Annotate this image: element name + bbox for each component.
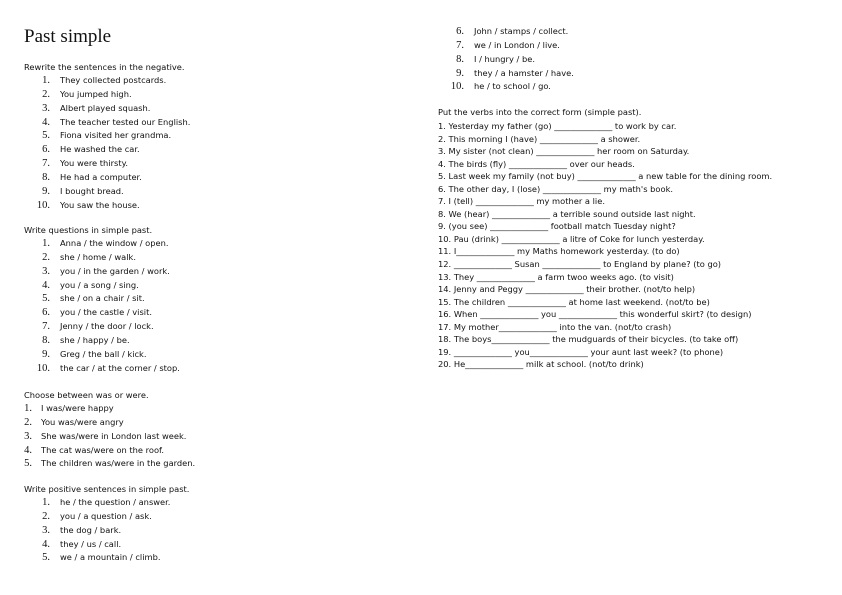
- list-item: [24, 251, 180, 265]
- list-item: [24, 143, 190, 157]
- list-item: [24, 538, 189, 552]
- list-item: [24, 524, 189, 538]
- questions-section: [24, 224, 180, 375]
- list-item: [438, 53, 574, 67]
- verb-exercise-line: 13. They ______________ a farm twoo weeks ago. (to visit): [438, 271, 674, 282]
- page-title: Past simple: [24, 26, 112, 47]
- list-item: [438, 39, 574, 53]
- item-text: I was/were happy: [41, 403, 114, 413]
- item-text: you / in the garden / work.: [60, 265, 170, 276]
- item-text: Fiona visited her grandma.: [60, 130, 172, 141]
- item-number: 3.: [42, 102, 50, 114]
- item-text: Greg / the ball / kick.: [60, 348, 147, 359]
- item-number: 4.: [24, 444, 32, 456]
- item-number: 7.: [456, 39, 464, 51]
- item-text: Anna / the window / open.: [60, 238, 169, 248]
- item-number: 2.: [42, 88, 50, 100]
- list-item: [24, 362, 180, 376]
- section-instruction: Write positive sentences in simple past.: [24, 484, 190, 494]
- item-number: 10.: [450, 81, 464, 93]
- list-item: [24, 237, 180, 251]
- list-item: [438, 67, 574, 81]
- list-item: [24, 157, 190, 171]
- item-number: 2.: [42, 251, 50, 263]
- item-text: you / a song / sing.: [60, 279, 139, 290]
- item-text: The children was/were in the garden.: [41, 458, 196, 469]
- verb-exercise-line: 14. Jenny and Peggy ______________ their brother. (not/to help): [438, 284, 696, 295]
- item-number: 4.: [42, 116, 50, 128]
- list-item: [24, 279, 180, 293]
- list-item: [24, 102, 190, 116]
- item-text: he / to school / go.: [474, 81, 551, 92]
- item-text: John / stamps / collect.: [474, 26, 569, 36]
- item-number: 8.: [456, 53, 464, 65]
- item-number: 9.: [42, 185, 50, 197]
- item-number: 5.: [24, 458, 32, 470]
- item-text: He had a computer.: [60, 171, 142, 182]
- item-text: The cat was/were on the roof.: [41, 444, 165, 455]
- item-text: she / happy / be.: [60, 334, 130, 345]
- verb-exercise-line: 4. The birds (fly) ______________ over our heads.: [438, 158, 635, 169]
- list-item: [24, 88, 190, 102]
- verb-exercise-line: 11. I______________ my Maths homework yesterday. (to do): [438, 246, 680, 257]
- positive-continued-list: [438, 25, 574, 94]
- verb-exercise-line: 9. (you see) ______________ football match Tuesday night?: [438, 221, 676, 232]
- item-text: you / the castle / visit.: [60, 307, 153, 318]
- item-text: Albert played squash.: [60, 102, 151, 113]
- verbs-section: [438, 106, 772, 371]
- item-text: They collected postcards.: [60, 75, 167, 85]
- item-text: they / us / call.: [60, 538, 122, 549]
- list-item: [438, 80, 574, 94]
- item-text: the dog / bark.: [60, 524, 122, 535]
- item-number: 2.: [42, 510, 50, 522]
- item-number: 5.: [42, 293, 50, 305]
- list-item: [24, 292, 180, 306]
- verb-exercise-line: 3. My sister (not clean) ______________ her room on Saturday.: [438, 146, 690, 157]
- exercise-list: [24, 74, 190, 212]
- section-instruction: Write questions in simple past.: [24, 225, 153, 235]
- list-item: [24, 74, 190, 88]
- item-text: Jenny / the door / lock.: [60, 321, 154, 332]
- section-instruction: Rewrite the sentences in the negative.: [24, 62, 185, 72]
- item-number: 10.: [36, 199, 50, 211]
- item-number: 3.: [24, 430, 32, 442]
- verb-exercise-line: 17. My mother______________ into the van. (not/to crash): [438, 321, 672, 332]
- item-number: 4.: [42, 538, 50, 550]
- item-text: he / the question / answer.: [60, 497, 171, 507]
- list-item: [24, 185, 190, 199]
- item-number: 3.: [42, 524, 50, 536]
- verb-exercise-line: 20. He______________ milk at school. (not/to drink): [438, 359, 644, 370]
- item-text: You jumped high.: [60, 88, 132, 99]
- verb-exercise-line: 7. I (tell) ______________ my mother a lie.: [438, 196, 605, 207]
- exercise-list: [24, 496, 189, 565]
- exercise-list: [24, 237, 180, 375]
- item-text: You were thirsty.: [60, 158, 128, 169]
- item-number: 1.: [24, 403, 32, 414]
- list-item: [438, 25, 574, 39]
- item-text: The teacher tested our English.: [60, 116, 191, 127]
- item-text: we / in London / live.: [474, 39, 560, 50]
- item-number: 2.: [24, 416, 32, 428]
- item-number: 10.: [36, 362, 50, 374]
- verb-exercise-line: 12. ______________ Susan ______________ to England by plane? (to go): [438, 259, 722, 270]
- verb-exercise-line: 10. Pau (drink) ______________ a litre of Coke for lunch yesterday.: [438, 233, 705, 244]
- item-text: you / a question / ask.: [60, 510, 152, 521]
- verb-exercise-line: 16. When ______________ you ______________ this wonderful skirt? (to design): [438, 309, 752, 320]
- item-number: 1.: [42, 497, 50, 508]
- list-item: [24, 116, 190, 130]
- negative-section: [24, 61, 190, 212]
- list-item: [24, 510, 189, 524]
- item-text: I / hungry / be.: [474, 53, 535, 64]
- item-number: 8.: [42, 171, 50, 183]
- item-text: You saw the house.: [60, 199, 140, 210]
- list-item: [24, 444, 195, 458]
- item-text: I bought bread.: [60, 185, 124, 196]
- verb-exercise-line: 8. We (hear) ______________ a terrible sound outside last night.: [438, 208, 696, 219]
- item-text: You was/were angry: [41, 416, 124, 427]
- item-number: 8.: [42, 334, 50, 346]
- list-item: [24, 129, 190, 143]
- item-number: 5.: [42, 552, 50, 564]
- item-number: 6.: [456, 26, 464, 37]
- list-item: [24, 457, 195, 471]
- list-item: [24, 265, 180, 279]
- item-number: 7.: [42, 321, 50, 333]
- item-text: they / a hamster / have.: [474, 67, 574, 78]
- list-item: [24, 199, 190, 213]
- list-item: [24, 171, 190, 185]
- item-text: She was/were in London last week.: [41, 430, 187, 441]
- item-number: 3.: [42, 265, 50, 277]
- verb-exercise-line: 1. Yesterday my father (go) ______________ to work by car.: [438, 121, 677, 131]
- item-number: 5.: [42, 130, 50, 142]
- list-item: [24, 306, 180, 320]
- list-item: [24, 416, 195, 430]
- list-item: [24, 320, 180, 334]
- positive-section: [24, 483, 189, 565]
- item-number: 9.: [456, 67, 464, 79]
- list-item: [24, 551, 189, 565]
- item-number: 1.: [42, 75, 50, 86]
- was-were-section: [24, 389, 195, 471]
- exercise-list: [24, 402, 195, 471]
- item-text: we / a mountain / climb.: [60, 552, 161, 563]
- list-item: [24, 334, 180, 348]
- item-number: 9.: [42, 348, 50, 360]
- item-text: the car / at the corner / stop.: [60, 362, 180, 373]
- item-number: 1.: [42, 238, 50, 249]
- list-item: [24, 496, 189, 510]
- item-number: 7.: [42, 158, 50, 170]
- verb-exercise-line: 15. The children ______________ at home last weekend. (not/to be): [438, 296, 710, 307]
- list-item: [24, 402, 195, 416]
- item-number: 4.: [42, 279, 50, 291]
- list-item: [24, 348, 180, 362]
- verb-exercise-line: 5. Last week my family (not buy) ______________ a new table for the dining room.: [438, 171, 773, 182]
- verb-exercise-line: 18. The boys______________ the mudguards of their bicycles. (to take off): [438, 334, 739, 345]
- item-text: she / on a chair / sit.: [60, 293, 145, 304]
- item-text: He washed the car.: [60, 144, 140, 155]
- section-instruction: Put the verbs into the correct form (simple past).: [438, 107, 642, 117]
- section-instruction: Choose between was or were.: [24, 390, 149, 400]
- item-number: 6.: [42, 307, 50, 319]
- verb-exercise-line: 2. This morning I (have) ______________ a shower.: [438, 133, 641, 144]
- list-item: [24, 430, 195, 444]
- verb-exercise-line: 6. The other day, I (lose) ______________ my math's book.: [438, 183, 674, 194]
- verb-exercise-line: 19. ______________ you______________ your aunt last week? (to phone): [438, 346, 724, 357]
- item-text: she / home / walk.: [60, 251, 136, 262]
- item-number: 6.: [42, 144, 50, 156]
